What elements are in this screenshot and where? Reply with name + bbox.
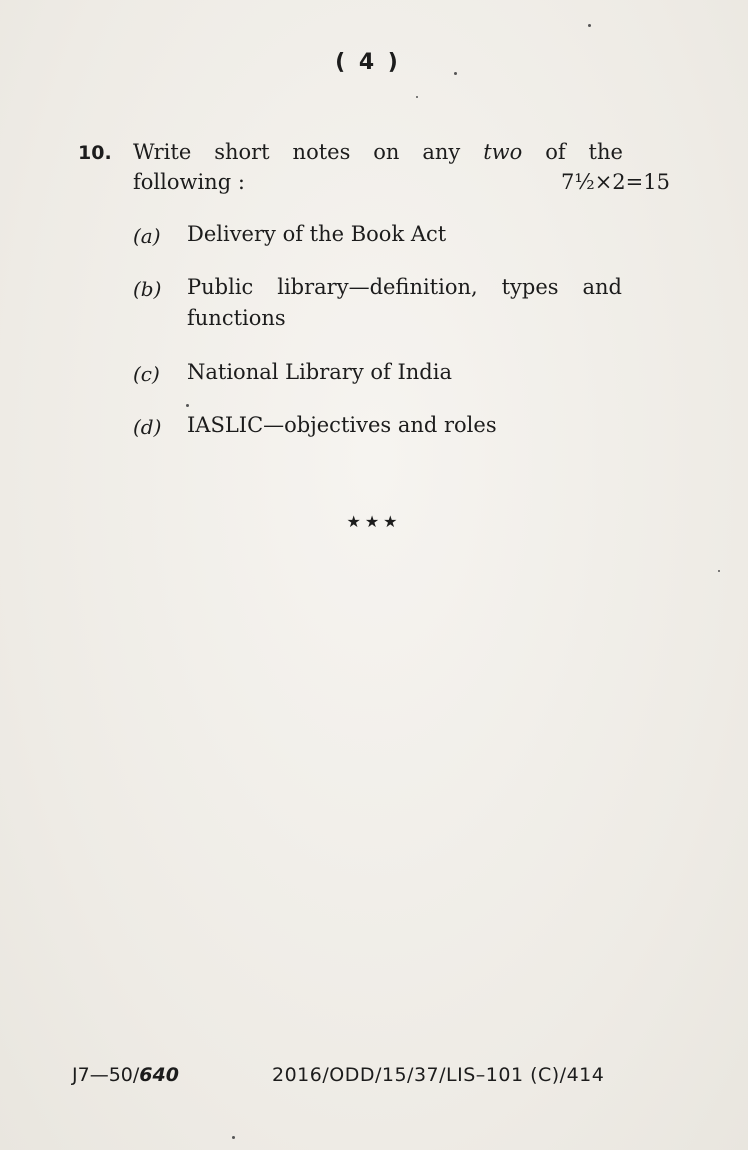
question-prompt-line1 [133,140,623,164]
footer-copy-count: 640 [139,1064,179,1086]
item-a-text: Delivery of the Book Act [187,222,447,246]
item-d-label: (d) [133,415,162,439]
item-b-text-line1: Public library—definition, types and [187,275,622,299]
scan-speck [588,24,591,27]
scan-speck [232,1136,235,1139]
end-mark-stars: ★★★ [346,512,402,531]
scan-speck [718,570,720,572]
question-number: 10. [78,142,112,164]
prompt-word: Write [133,140,192,164]
prompt-word: of [545,140,566,164]
prompt-following: following : [133,170,245,194]
scan-speck [186,404,189,407]
prompt-word-italic: two [483,140,523,164]
item-b-text-line2: functions [187,306,286,330]
page-number: ( 4 ) [335,50,401,75]
item-d-text: IASLIC—objectives and roles [187,413,497,437]
scan-speck [454,72,457,75]
prompt-word: the [588,140,623,164]
footer-copy-code [72,1064,179,1086]
footer-copy-prefix: J7—50/ [72,1064,140,1086]
question-marks: 7½×2=15 [561,170,670,194]
question-prompt-line2 [133,170,670,194]
footer-paper-code: 2016/ODD/15/37/LIS–101 (C)/414 [272,1064,605,1086]
item-c-label: (c) [133,362,160,386]
prompt-word: any [422,140,461,164]
scan-speck [416,96,418,98]
prompt-word: short [214,140,270,164]
item-a-label: (a) [133,224,161,248]
prompt-word: on [373,140,400,164]
item-b-label: (b) [133,277,162,301]
item-c-text: National Library of India [187,360,452,384]
prompt-word: notes [292,140,351,164]
